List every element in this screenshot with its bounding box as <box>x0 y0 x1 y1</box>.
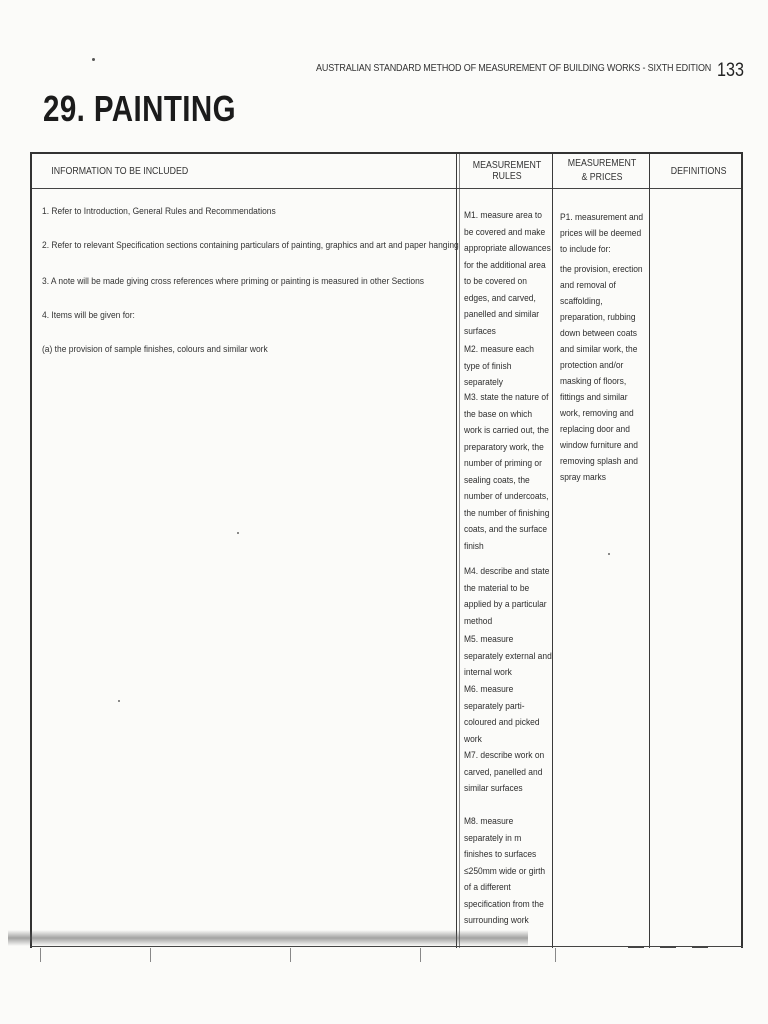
rule-m2: M2. measure each type of finish separately <box>464 344 534 388</box>
scan-tick <box>150 948 151 962</box>
rule-m4: M4. describe and state the material to be applied by a particular method <box>464 566 550 627</box>
information-item-3: 3. A note will be made giving cross references where priming or painting is measured in other Sections <box>42 276 424 287</box>
column-header-measurement-prices: MEASUREMENT & PRICES <box>567 158 637 183</box>
rule-m7: M7. describe work on carved, panelled and similar surfaces <box>464 750 545 794</box>
scan-dash <box>692 946 708 948</box>
rule-m1: M1. measure area to be covered and make appropriate allowances for the additional area to be covered on edges, and carved, panelled and similar surfaces <box>464 210 551 337</box>
stray-mark <box>92 58 95 61</box>
measurement-table <box>30 152 743 948</box>
scan-shadow <box>8 930 528 946</box>
column-header-definitions: DEFINITIONS <box>671 165 727 177</box>
information-item-1: 1. Refer to Introduction, General Rules and Recommendations <box>42 206 276 217</box>
page-number: 133 <box>717 60 744 81</box>
header-divider <box>32 188 741 189</box>
running-header: AUSTRALIAN STANDARD METHOD OF MEASUREMENT OF BUILDING WORKS - SIXTH EDITION <box>316 62 712 74</box>
section-title: 29. PAINTING <box>43 88 237 129</box>
scan-tick <box>40 948 41 962</box>
information-item-2: 2. Refer to relevant Specification sections containing particulars of painting, graphics and art and paper hanging <box>42 240 459 251</box>
scan-dash <box>660 946 676 948</box>
column-header-measurement-rules: MEASUREMENT RULES <box>472 160 542 182</box>
scan-tick <box>420 948 421 962</box>
column-divider-3 <box>649 154 650 948</box>
scan-speck <box>118 700 120 702</box>
scan-speck <box>237 532 239 534</box>
column-divider-1 <box>456 154 457 948</box>
scan-speck <box>608 553 610 555</box>
column-divider-1-double <box>459 154 460 948</box>
scan-tick <box>555 948 556 962</box>
scan-tick <box>290 948 291 962</box>
rule-m6: M6. measure separately parti-coloured and picked work <box>464 684 540 745</box>
rule-m8: M8. measure separately in m finishes to surfaces ≤250mm wide or girth of a different specification from the surrounding work <box>464 816 546 926</box>
information-item-4a: (a) the provision of sample finishes, colours and similar work <box>42 344 268 355</box>
price-p1-inclusions: the provision, erection and removal of scaffolding, preparation, rubbing down between coats and similar work, the protection and/or masking of floors, fittings and similar work, removing and replacing door and window furniture and removing splash and spray marks <box>560 264 643 483</box>
price-p1: P1. measurement and prices will be deemed to include for: <box>560 212 644 255</box>
information-item-4: 4. Items will be given for: <box>42 310 135 321</box>
rule-m5: M5. measure separately external and internal work <box>464 634 552 678</box>
scan-dash <box>628 946 644 948</box>
rule-m3: M3. state the nature of the base on which work is carried out, the preparatory work, the number of priming or sealing coats, the number of undercoats, the number of finishing coats, and the surface finish <box>464 392 550 552</box>
column-divider-2 <box>552 154 553 948</box>
column-header-information: INFORMATION TO BE INCLUDED <box>51 165 189 177</box>
